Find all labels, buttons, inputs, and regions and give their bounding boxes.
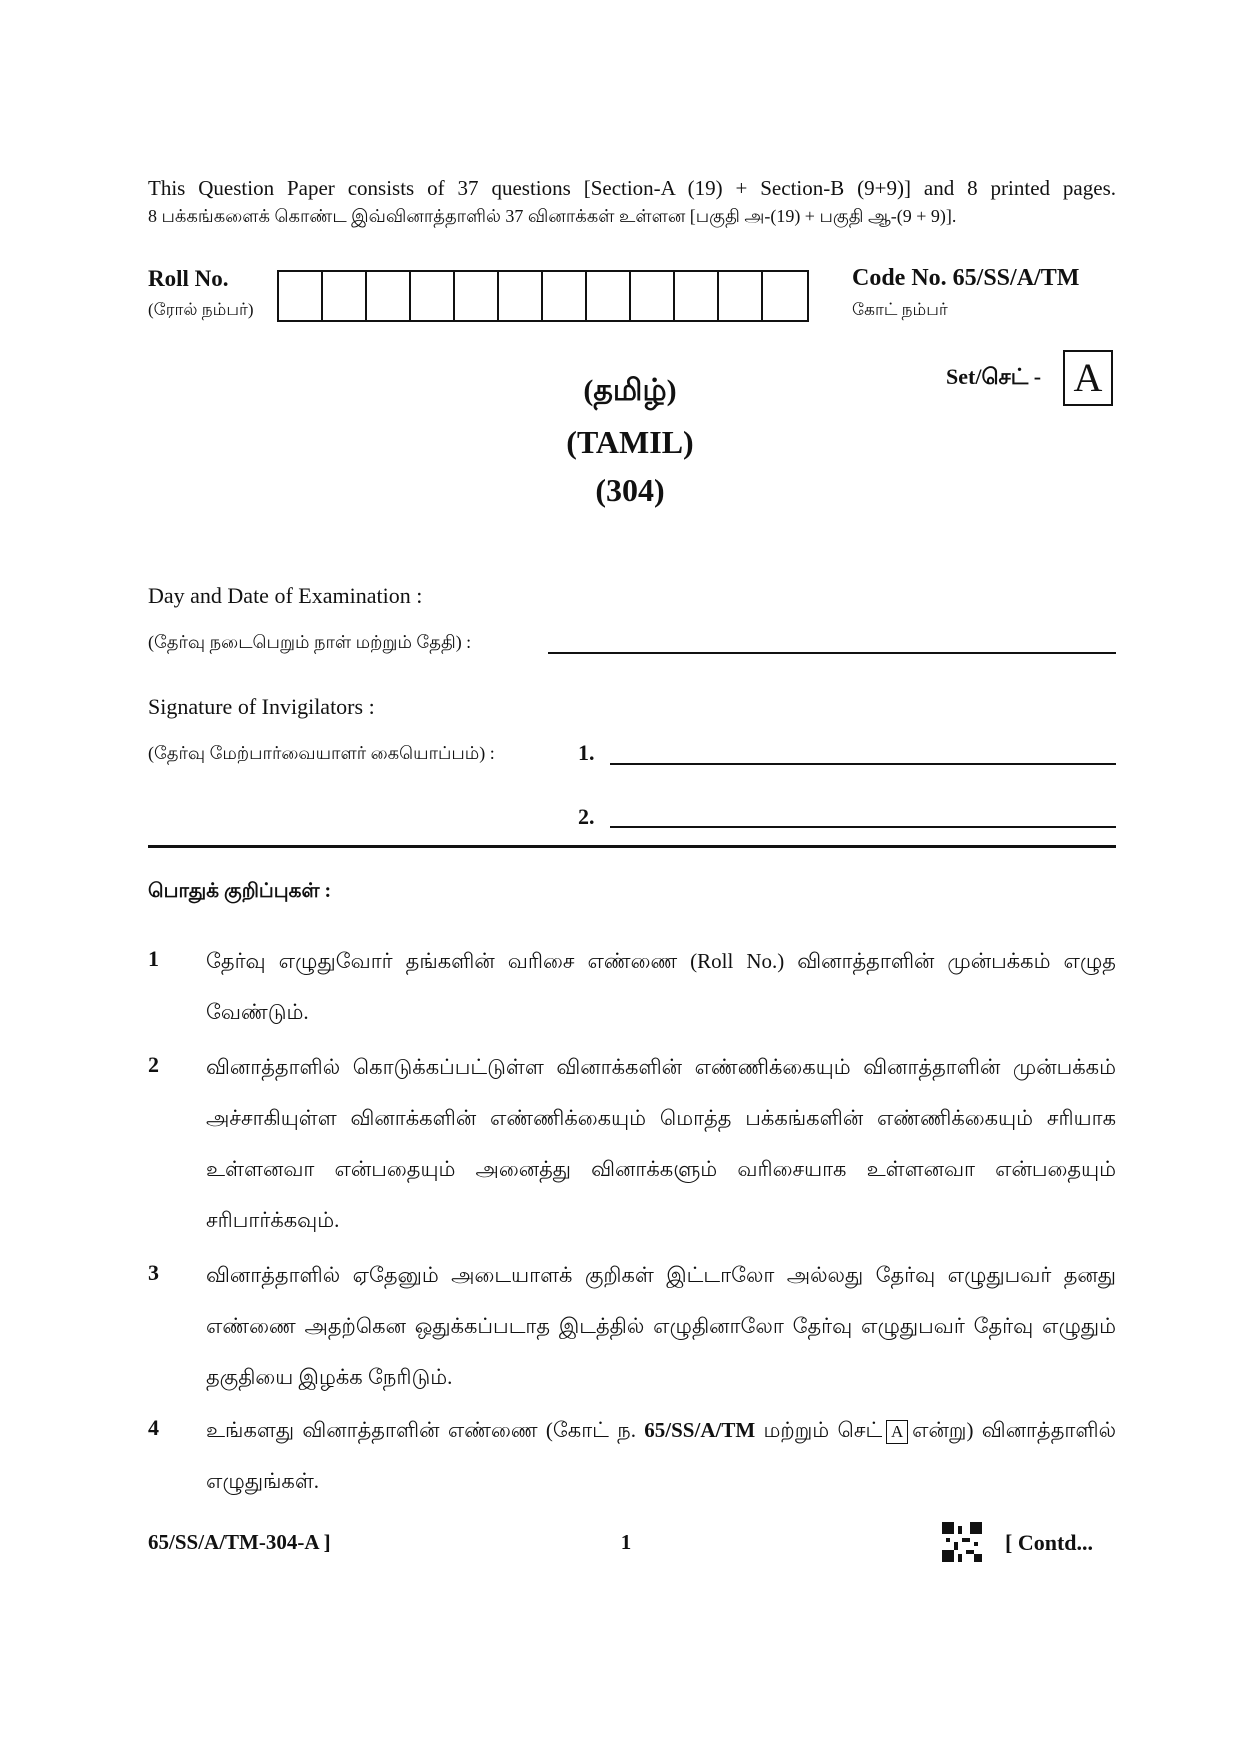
roll-no-box[interactable] xyxy=(411,272,455,320)
signature-2-line[interactable] xyxy=(610,826,1116,828)
subject-title-english: (TAMIL) xyxy=(566,424,694,460)
roll-no-box[interactable] xyxy=(543,272,587,320)
subject-code: (304) xyxy=(595,472,665,508)
subject-title-tamil: (தமிழ்) xyxy=(583,374,677,407)
roll-no-box[interactable] xyxy=(455,272,499,320)
instruction-text: வினாத்தாளில் ஏதேனும் அடையாளக் குறிகள் இட்டாலோ அல்லது தேர்வு எழுதுபவர் தனது எண்ணை அதற்கென ஒதுக்கப்படாத இடத்தில் எழுதினாலோ தேர்வு எழுதுபவர் தேர்வு எழுதும் தகுதியை இழக்க நேரிடும். xyxy=(206,1263,1116,1389)
qr-code-icon xyxy=(942,1522,982,1562)
signature-1-number: 1. xyxy=(578,740,595,765)
roll-no-boxes[interactable] xyxy=(277,270,809,322)
roll-no-box[interactable] xyxy=(279,272,323,320)
set-value-box: A xyxy=(1063,350,1113,406)
roll-no-box[interactable] xyxy=(675,272,719,320)
section-divider xyxy=(148,845,1116,848)
invigilator-signature-label-tamil: (தேர்வு மேற்பார்வையாளர் கையொப்பம்) : xyxy=(148,743,495,763)
instruction-text: தேர்வு எழுதுவோர் தங்களின் வரிசை எண்ணை (Roll No.) வினாத்தாளின் முன்பக்கம் எழுத வேண்டும். xyxy=(206,949,1116,1024)
instruction-item xyxy=(148,936,1116,1038)
instruction-text-part: என்று) வினாத்தாளில் எழுதுங்கள். xyxy=(206,1418,1117,1493)
signature-1-line[interactable] xyxy=(610,763,1116,765)
exam-date-label: Day and Date of Examination : xyxy=(148,583,423,608)
roll-no-label: Roll No. xyxy=(148,266,229,291)
instruction-number: 1 xyxy=(148,946,159,971)
roll-no-box[interactable] xyxy=(367,272,411,320)
continued-label: [ Contd... xyxy=(1005,1530,1094,1555)
roll-no-box[interactable] xyxy=(719,272,763,320)
roll-no-box[interactable] xyxy=(323,272,367,320)
instruction-number: 4 xyxy=(148,1415,159,1440)
set-mini-box: A xyxy=(886,1420,908,1444)
roll-no-box[interactable] xyxy=(499,272,543,320)
set-label: Set/செட் - xyxy=(946,364,1042,389)
instruction-text: வினாத்தாளில் கொடுக்கப்பட்டுள்ள வினாக்களின் எண்ணிக்கையும் வினாத்தாளின் முன்பக்கம் அச்சாகியுள்ள வினாக்களின் எண்ணிக்கையும் மொத்த பக்கங்களின் எண்ணிக்கையும் சரியாக உள்ளனவா என்பதையும் அனைத்து வினாக்களும் வரிசையாக உள்ளனவா என்பதையும் சரிபார்க்கவும். xyxy=(206,1055,1116,1232)
instruction-item xyxy=(148,1250,1116,1403)
instruction-item xyxy=(148,1042,1116,1246)
invigilator-signature-label: Signature of Invigilators : xyxy=(148,694,375,719)
instruction-number: 3 xyxy=(148,1260,159,1285)
intro-tamil: 8 பக்கங்களைக் கொண்ட இவ்வினாத்தாளில் 37 வினாக்கள் உள்ளன [பகுதி அ-(19) + பகுதி ஆ-(9 + 9)]. xyxy=(148,206,957,226)
code-no-label-tamil: கோட் நம்பர் xyxy=(852,300,948,319)
footer-paper-code: 65/SS/A/TM-304-A ] xyxy=(148,1530,331,1554)
instruction-text-part: உங்களது வினாத்தாளின் எண்ணை (கோட் ந. xyxy=(206,1418,636,1442)
roll-no-box[interactable] xyxy=(763,272,807,320)
exam-date-line[interactable] xyxy=(548,652,1116,654)
intro-english: This Question Paper consists of 37 questions [Section-A (19) + Section-B (9+9)] and 8 printed pages. xyxy=(148,176,1116,200)
instruction-text xyxy=(206,1405,1116,1507)
paper-intro xyxy=(148,174,1116,230)
roll-no-box[interactable] xyxy=(587,272,631,320)
roll-no-box[interactable] xyxy=(631,272,675,320)
exam-date-label-tamil: (தேர்வு நடைபெறும் நாள் மற்றும் தேதி) : xyxy=(148,632,472,652)
page-number: 1 xyxy=(620,1530,632,1554)
instruction-number: 2 xyxy=(148,1052,159,1077)
roll-no-label-tamil: (ரோல் நம்பர்) xyxy=(148,300,254,319)
instruction-code: 65/SS/A/TM xyxy=(644,1418,756,1442)
instruction-text-part: மற்றும் செட் xyxy=(763,1418,883,1442)
instruction-item xyxy=(148,1405,1116,1507)
signature-2-number: 2. xyxy=(578,804,595,829)
code-no-label: Code No. 65/SS/A/TM xyxy=(852,265,1080,291)
general-instructions-heading: பொதுக் குறிப்புகள் : xyxy=(148,880,332,902)
